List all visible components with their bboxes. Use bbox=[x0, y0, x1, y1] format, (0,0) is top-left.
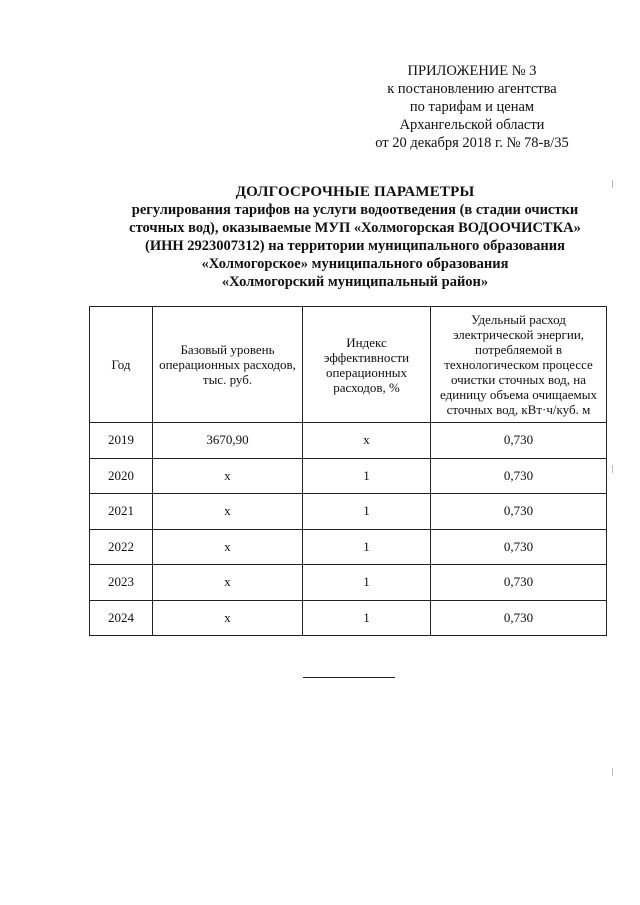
table-row bbox=[90, 529, 607, 565]
cell-efficiency-index: х bbox=[303, 423, 431, 459]
title-line: «Холмогорское» муниципального образования bbox=[201, 256, 509, 272]
appendix-date-line: от 20 декабря 2018 г. № 78-в/35 bbox=[375, 135, 569, 151]
table-header-row bbox=[90, 307, 607, 423]
cell-base-opex: 3670,90 bbox=[153, 423, 303, 459]
table-row bbox=[90, 565, 607, 601]
title-line: (ИНН 2923007312) на территории муниципального образования bbox=[145, 238, 565, 254]
cell-year: 2024 bbox=[90, 600, 153, 636]
appendix-title: ПРИЛОЖЕНИЕ № 3 bbox=[407, 63, 537, 79]
scan-mark bbox=[612, 768, 613, 776]
cell-base-opex: х bbox=[153, 529, 303, 565]
parameters-table bbox=[89, 306, 607, 636]
table-row bbox=[90, 458, 607, 494]
scan-mark bbox=[612, 180, 613, 188]
title-line: регулирования тарифов на услуги водоотведения (в стадии очистки bbox=[131, 202, 579, 218]
header-efficiency-index: Индекс эффективности операционных расходов, % bbox=[303, 307, 431, 423]
cell-base-opex: х bbox=[153, 565, 303, 601]
title-heading: ДОЛГОСРОЧНЫЕ ПАРАМЕТРЫ bbox=[235, 184, 475, 200]
header-year: Год bbox=[90, 307, 153, 423]
title-line: «Холмогорский муниципальный район» bbox=[221, 274, 489, 290]
cell-year: 2021 bbox=[90, 494, 153, 530]
header-base-opex: Базовый уровень операционных расходов, тыс. руб. bbox=[153, 307, 303, 423]
cell-efficiency-index: 1 bbox=[303, 565, 431, 601]
table-row bbox=[90, 600, 607, 636]
cell-energy: 0,730 bbox=[431, 423, 607, 459]
cell-year: 2022 bbox=[90, 529, 153, 565]
cell-efficiency-index: 1 bbox=[303, 600, 431, 636]
cell-efficiency-index: 1 bbox=[303, 529, 431, 565]
document-title bbox=[70, 183, 640, 291]
cell-energy: 0,730 bbox=[431, 529, 607, 565]
table-row bbox=[90, 494, 607, 530]
closing-rule bbox=[303, 677, 395, 678]
cell-base-opex: х bbox=[153, 600, 303, 636]
cell-base-opex: х bbox=[153, 458, 303, 494]
cell-efficiency-index: 1 bbox=[303, 458, 431, 494]
table-row bbox=[90, 423, 607, 459]
appendix-line: Архангельской области bbox=[399, 117, 545, 133]
appendix-line: к постановлению агентства bbox=[387, 81, 557, 97]
cell-base-opex: х bbox=[153, 494, 303, 530]
scan-mark bbox=[612, 465, 613, 473]
cell-energy: 0,730 bbox=[431, 600, 607, 636]
cell-year: 2023 bbox=[90, 565, 153, 601]
cell-energy: 0,730 bbox=[431, 494, 607, 530]
cell-year: 2019 bbox=[90, 423, 153, 459]
cell-efficiency-index: 1 bbox=[303, 494, 431, 530]
title-line: сточных вод), оказываемые МУП «Холмогорская ВОДООЧИСТКА» bbox=[129, 220, 581, 236]
appendix-header bbox=[330, 62, 614, 152]
cell-energy: 0,730 bbox=[431, 458, 607, 494]
cell-energy: 0,730 bbox=[431, 565, 607, 601]
header-energy-consumption: Удельный расход электрической энергии, потребляемой в технологическом процессе очистки сточных вод, на единицу объема очищаемых сточных вод, кВт·ч/куб. м bbox=[431, 307, 607, 423]
cell-year: 2020 bbox=[90, 458, 153, 494]
appendix-line: по тарифам и ценам bbox=[409, 99, 535, 115]
